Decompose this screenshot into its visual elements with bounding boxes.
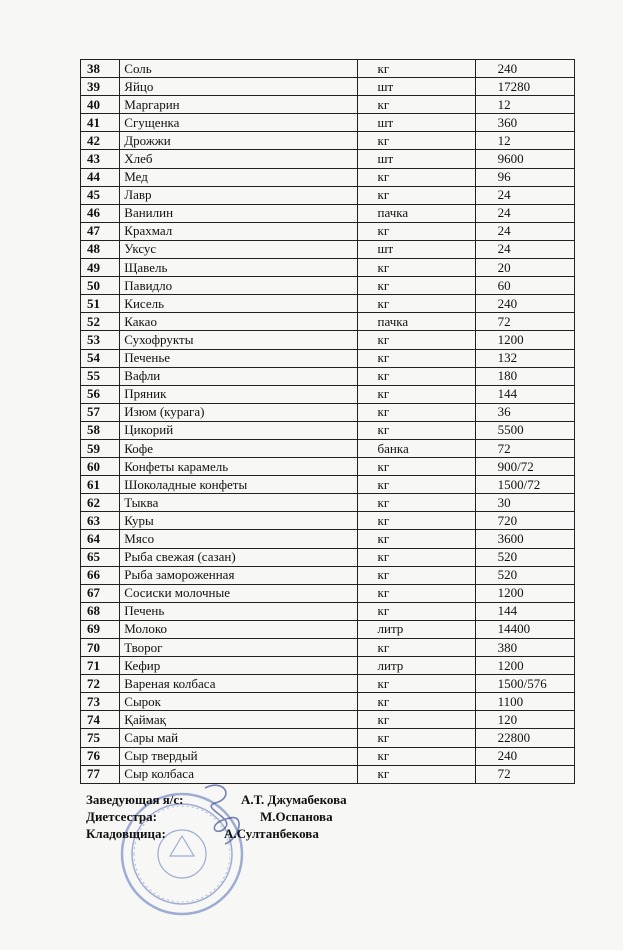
row-number: 52 — [81, 313, 120, 331]
row-number: 41 — [81, 114, 120, 132]
quantity-cell: 24 — [475, 240, 574, 258]
unit-cell: банка — [357, 439, 475, 457]
table-row — [81, 403, 575, 421]
unit-cell: кг — [357, 349, 475, 367]
table-row — [81, 349, 575, 367]
product-name: Дрожжи — [120, 132, 357, 150]
table-row — [81, 78, 575, 96]
table-row — [81, 439, 575, 457]
product-name: Конфеты карамель — [120, 458, 357, 476]
row-number: 73 — [81, 693, 120, 711]
product-name: Шоколадные конфеты — [120, 476, 357, 494]
row-number: 72 — [81, 675, 120, 693]
unit-cell: кг — [357, 602, 475, 620]
quantity-cell: 240 — [475, 295, 574, 313]
unit-cell: кг — [357, 331, 475, 349]
unit-cell: литр — [357, 657, 475, 675]
table-row — [81, 476, 575, 494]
product-name: Кефир — [120, 657, 357, 675]
table-row — [81, 530, 575, 548]
unit-cell: кг — [357, 458, 475, 476]
quantity-cell: 3600 — [475, 530, 574, 548]
signature-role: Диетсестра: — [86, 809, 157, 824]
row-number: 38 — [81, 60, 120, 78]
table-row — [81, 186, 575, 204]
quantity-cell: 12 — [475, 96, 574, 114]
table-row — [81, 367, 575, 385]
row-number: 45 — [81, 186, 120, 204]
signature-name: А.Султанбекова — [224, 826, 319, 841]
row-number: 49 — [81, 259, 120, 277]
quantity-cell: 60 — [475, 277, 574, 295]
table-row — [81, 620, 575, 638]
signature-role: Заведующая я/с: — [86, 792, 184, 807]
row-number: 59 — [81, 439, 120, 457]
quantity-cell: 520 — [475, 548, 574, 566]
product-name: Изюм (курага) — [120, 403, 357, 421]
unit-cell: кг — [357, 530, 475, 548]
product-name: Печенье — [120, 349, 357, 367]
table-row — [81, 421, 575, 439]
row-number: 65 — [81, 548, 120, 566]
quantity-cell: 900/72 — [475, 458, 574, 476]
table-row — [81, 494, 575, 512]
quantity-cell: 120 — [475, 711, 574, 729]
unit-cell: кг — [357, 747, 475, 765]
row-number: 68 — [81, 602, 120, 620]
table-row — [81, 96, 575, 114]
product-name: Молоко — [120, 620, 357, 638]
unit-cell: кг — [357, 693, 475, 711]
quantity-cell: 520 — [475, 566, 574, 584]
row-number: 48 — [81, 240, 120, 258]
product-name: Крахмал — [120, 222, 357, 240]
row-number: 60 — [81, 458, 120, 476]
product-name: Сухофрукты — [120, 331, 357, 349]
product-name: Рыба свежая (сазан) — [120, 548, 357, 566]
table-row — [81, 240, 575, 258]
product-name: Сары май — [120, 729, 357, 747]
unit-cell: шт — [357, 150, 475, 168]
quantity-cell: 1500/576 — [475, 675, 574, 693]
unit-cell: кг — [357, 277, 475, 295]
row-number: 66 — [81, 566, 120, 584]
product-name: Сосиски молочные — [120, 584, 357, 602]
quantity-cell: 240 — [475, 747, 574, 765]
row-number: 39 — [81, 78, 120, 96]
table-row — [81, 222, 575, 240]
product-name: Какао — [120, 313, 357, 331]
row-number: 74 — [81, 711, 120, 729]
table-row — [81, 259, 575, 277]
unit-cell: кг — [357, 421, 475, 439]
quantity-cell: 1200 — [475, 331, 574, 349]
quantity-cell: 12 — [475, 132, 574, 150]
product-name: Сгущенка — [120, 114, 357, 132]
unit-cell: кг — [357, 60, 475, 78]
table-row — [81, 711, 575, 729]
product-name: Тыква — [120, 494, 357, 512]
unit-cell: кг — [357, 711, 475, 729]
unit-cell: кг — [357, 367, 475, 385]
unit-cell: шт — [357, 78, 475, 96]
table-row — [81, 548, 575, 566]
table-row — [81, 277, 575, 295]
table-row — [81, 584, 575, 602]
quantity-cell: 36 — [475, 403, 574, 421]
unit-cell: литр — [357, 620, 475, 638]
table-row — [81, 693, 575, 711]
table-row — [81, 602, 575, 620]
row-number: 77 — [81, 765, 120, 783]
unit-cell: кг — [357, 222, 475, 240]
quantity-cell: 1100 — [475, 693, 574, 711]
table-row — [81, 385, 575, 403]
table-row — [81, 132, 575, 150]
quantity-cell: 22800 — [475, 729, 574, 747]
table-row — [81, 657, 575, 675]
row-number: 53 — [81, 331, 120, 349]
quantity-cell: 1200 — [475, 657, 574, 675]
product-name: Сыр колбаса — [120, 765, 357, 783]
unit-cell: шт — [357, 114, 475, 132]
product-name: Вафли — [120, 367, 357, 385]
quantity-cell: 360 — [475, 114, 574, 132]
row-number: 51 — [81, 295, 120, 313]
product-name: Хлеб — [120, 150, 357, 168]
row-number: 63 — [81, 512, 120, 530]
row-number: 75 — [81, 729, 120, 747]
product-name: Уксус — [120, 240, 357, 258]
row-number: 47 — [81, 222, 120, 240]
row-number: 64 — [81, 530, 120, 548]
product-name: Кисель — [120, 295, 357, 313]
unit-cell: кг — [357, 259, 475, 277]
product-name: Цикорий — [120, 421, 357, 439]
table-row — [81, 60, 575, 78]
unit-cell: кг — [357, 729, 475, 747]
row-number: 62 — [81, 494, 120, 512]
table-row — [81, 512, 575, 530]
product-name: Павидло — [120, 277, 357, 295]
product-name: Лавр — [120, 186, 357, 204]
product-name: Вареная колбаса — [120, 675, 357, 693]
row-number: 71 — [81, 657, 120, 675]
product-name: Қаймақ — [120, 711, 357, 729]
quantity-cell: 14400 — [475, 620, 574, 638]
table-row — [81, 295, 575, 313]
row-number: 55 — [81, 367, 120, 385]
unit-cell: кг — [357, 132, 475, 150]
table-row — [81, 747, 575, 765]
quantity-cell: 132 — [475, 349, 574, 367]
unit-cell: кг — [357, 403, 475, 421]
unit-cell: кг — [357, 675, 475, 693]
unit-cell: кг — [357, 494, 475, 512]
table-row — [81, 150, 575, 168]
product-name: Творог — [120, 639, 357, 657]
unit-cell: кг — [357, 186, 475, 204]
row-number: 44 — [81, 168, 120, 186]
product-name: Сырок — [120, 693, 357, 711]
quantity-cell: 24 — [475, 186, 574, 204]
table-row — [81, 765, 575, 783]
signature-name: А.Т. Джумабекова — [241, 792, 347, 807]
unit-cell: шт — [357, 240, 475, 258]
table-row — [81, 114, 575, 132]
product-name: Ванилин — [120, 204, 357, 222]
quantity-cell: 17280 — [475, 78, 574, 96]
row-number: 58 — [81, 421, 120, 439]
unit-cell: пачка — [357, 313, 475, 331]
signature-name: М.Оспанова — [260, 809, 333, 824]
product-name: Щавель — [120, 259, 357, 277]
quantity-cell: 720 — [475, 512, 574, 530]
product-name: Мед — [120, 168, 357, 186]
product-name: Кофе — [120, 439, 357, 457]
products-table — [80, 59, 575, 784]
quantity-cell: 30 — [475, 494, 574, 512]
table-row — [81, 331, 575, 349]
row-number: 76 — [81, 747, 120, 765]
table-row — [81, 566, 575, 584]
unit-cell: пачка — [357, 204, 475, 222]
product-name: Пряник — [120, 385, 357, 403]
quantity-cell: 5500 — [475, 421, 574, 439]
table-row — [81, 168, 575, 186]
unit-cell: кг — [357, 385, 475, 403]
unit-cell: кг — [357, 512, 475, 530]
quantity-cell: 24 — [475, 222, 574, 240]
quantity-cell: 72 — [475, 313, 574, 331]
quantity-cell: 20 — [475, 259, 574, 277]
product-name: Маргарин — [120, 96, 357, 114]
unit-cell: кг — [357, 765, 475, 783]
row-number: 54 — [81, 349, 120, 367]
quantity-cell: 240 — [475, 60, 574, 78]
quantity-cell: 1500/72 — [475, 476, 574, 494]
row-number: 70 — [81, 639, 120, 657]
row-number: 42 — [81, 132, 120, 150]
row-number: 40 — [81, 96, 120, 114]
quantity-cell: 24 — [475, 204, 574, 222]
row-number: 43 — [81, 150, 120, 168]
quantity-cell: 72 — [475, 439, 574, 457]
product-name: Мясо — [120, 530, 357, 548]
quantity-cell: 144 — [475, 602, 574, 620]
unit-cell: кг — [357, 476, 475, 494]
row-number: 57 — [81, 403, 120, 421]
unit-cell: кг — [357, 566, 475, 584]
unit-cell: кг — [357, 548, 475, 566]
product-name: Печень — [120, 602, 357, 620]
unit-cell: кг — [357, 96, 475, 114]
table-row — [81, 458, 575, 476]
quantity-cell: 9600 — [475, 150, 574, 168]
product-name: Сыр твердый — [120, 747, 357, 765]
quantity-cell: 380 — [475, 639, 574, 657]
table-row — [81, 204, 575, 222]
quantity-cell: 96 — [475, 168, 574, 186]
table-row — [81, 313, 575, 331]
table-row — [81, 639, 575, 657]
table-row — [81, 729, 575, 747]
row-number: 61 — [81, 476, 120, 494]
row-number: 56 — [81, 385, 120, 403]
signature-role: Кладовщица: — [86, 826, 166, 841]
table-row — [81, 675, 575, 693]
unit-cell: кг — [357, 584, 475, 602]
product-name: Рыба замороженная — [120, 566, 357, 584]
row-number: 67 — [81, 584, 120, 602]
quantity-cell: 180 — [475, 367, 574, 385]
quantity-cell: 1200 — [475, 584, 574, 602]
unit-cell: кг — [357, 639, 475, 657]
quantity-cell: 72 — [475, 765, 574, 783]
row-number: 69 — [81, 620, 120, 638]
product-name: Куры — [120, 512, 357, 530]
row-number: 50 — [81, 277, 120, 295]
quantity-cell: 144 — [475, 385, 574, 403]
product-name: Яйцо — [120, 78, 357, 96]
product-name: Соль — [120, 60, 357, 78]
row-number: 46 — [81, 204, 120, 222]
unit-cell: кг — [357, 168, 475, 186]
unit-cell: кг — [357, 295, 475, 313]
